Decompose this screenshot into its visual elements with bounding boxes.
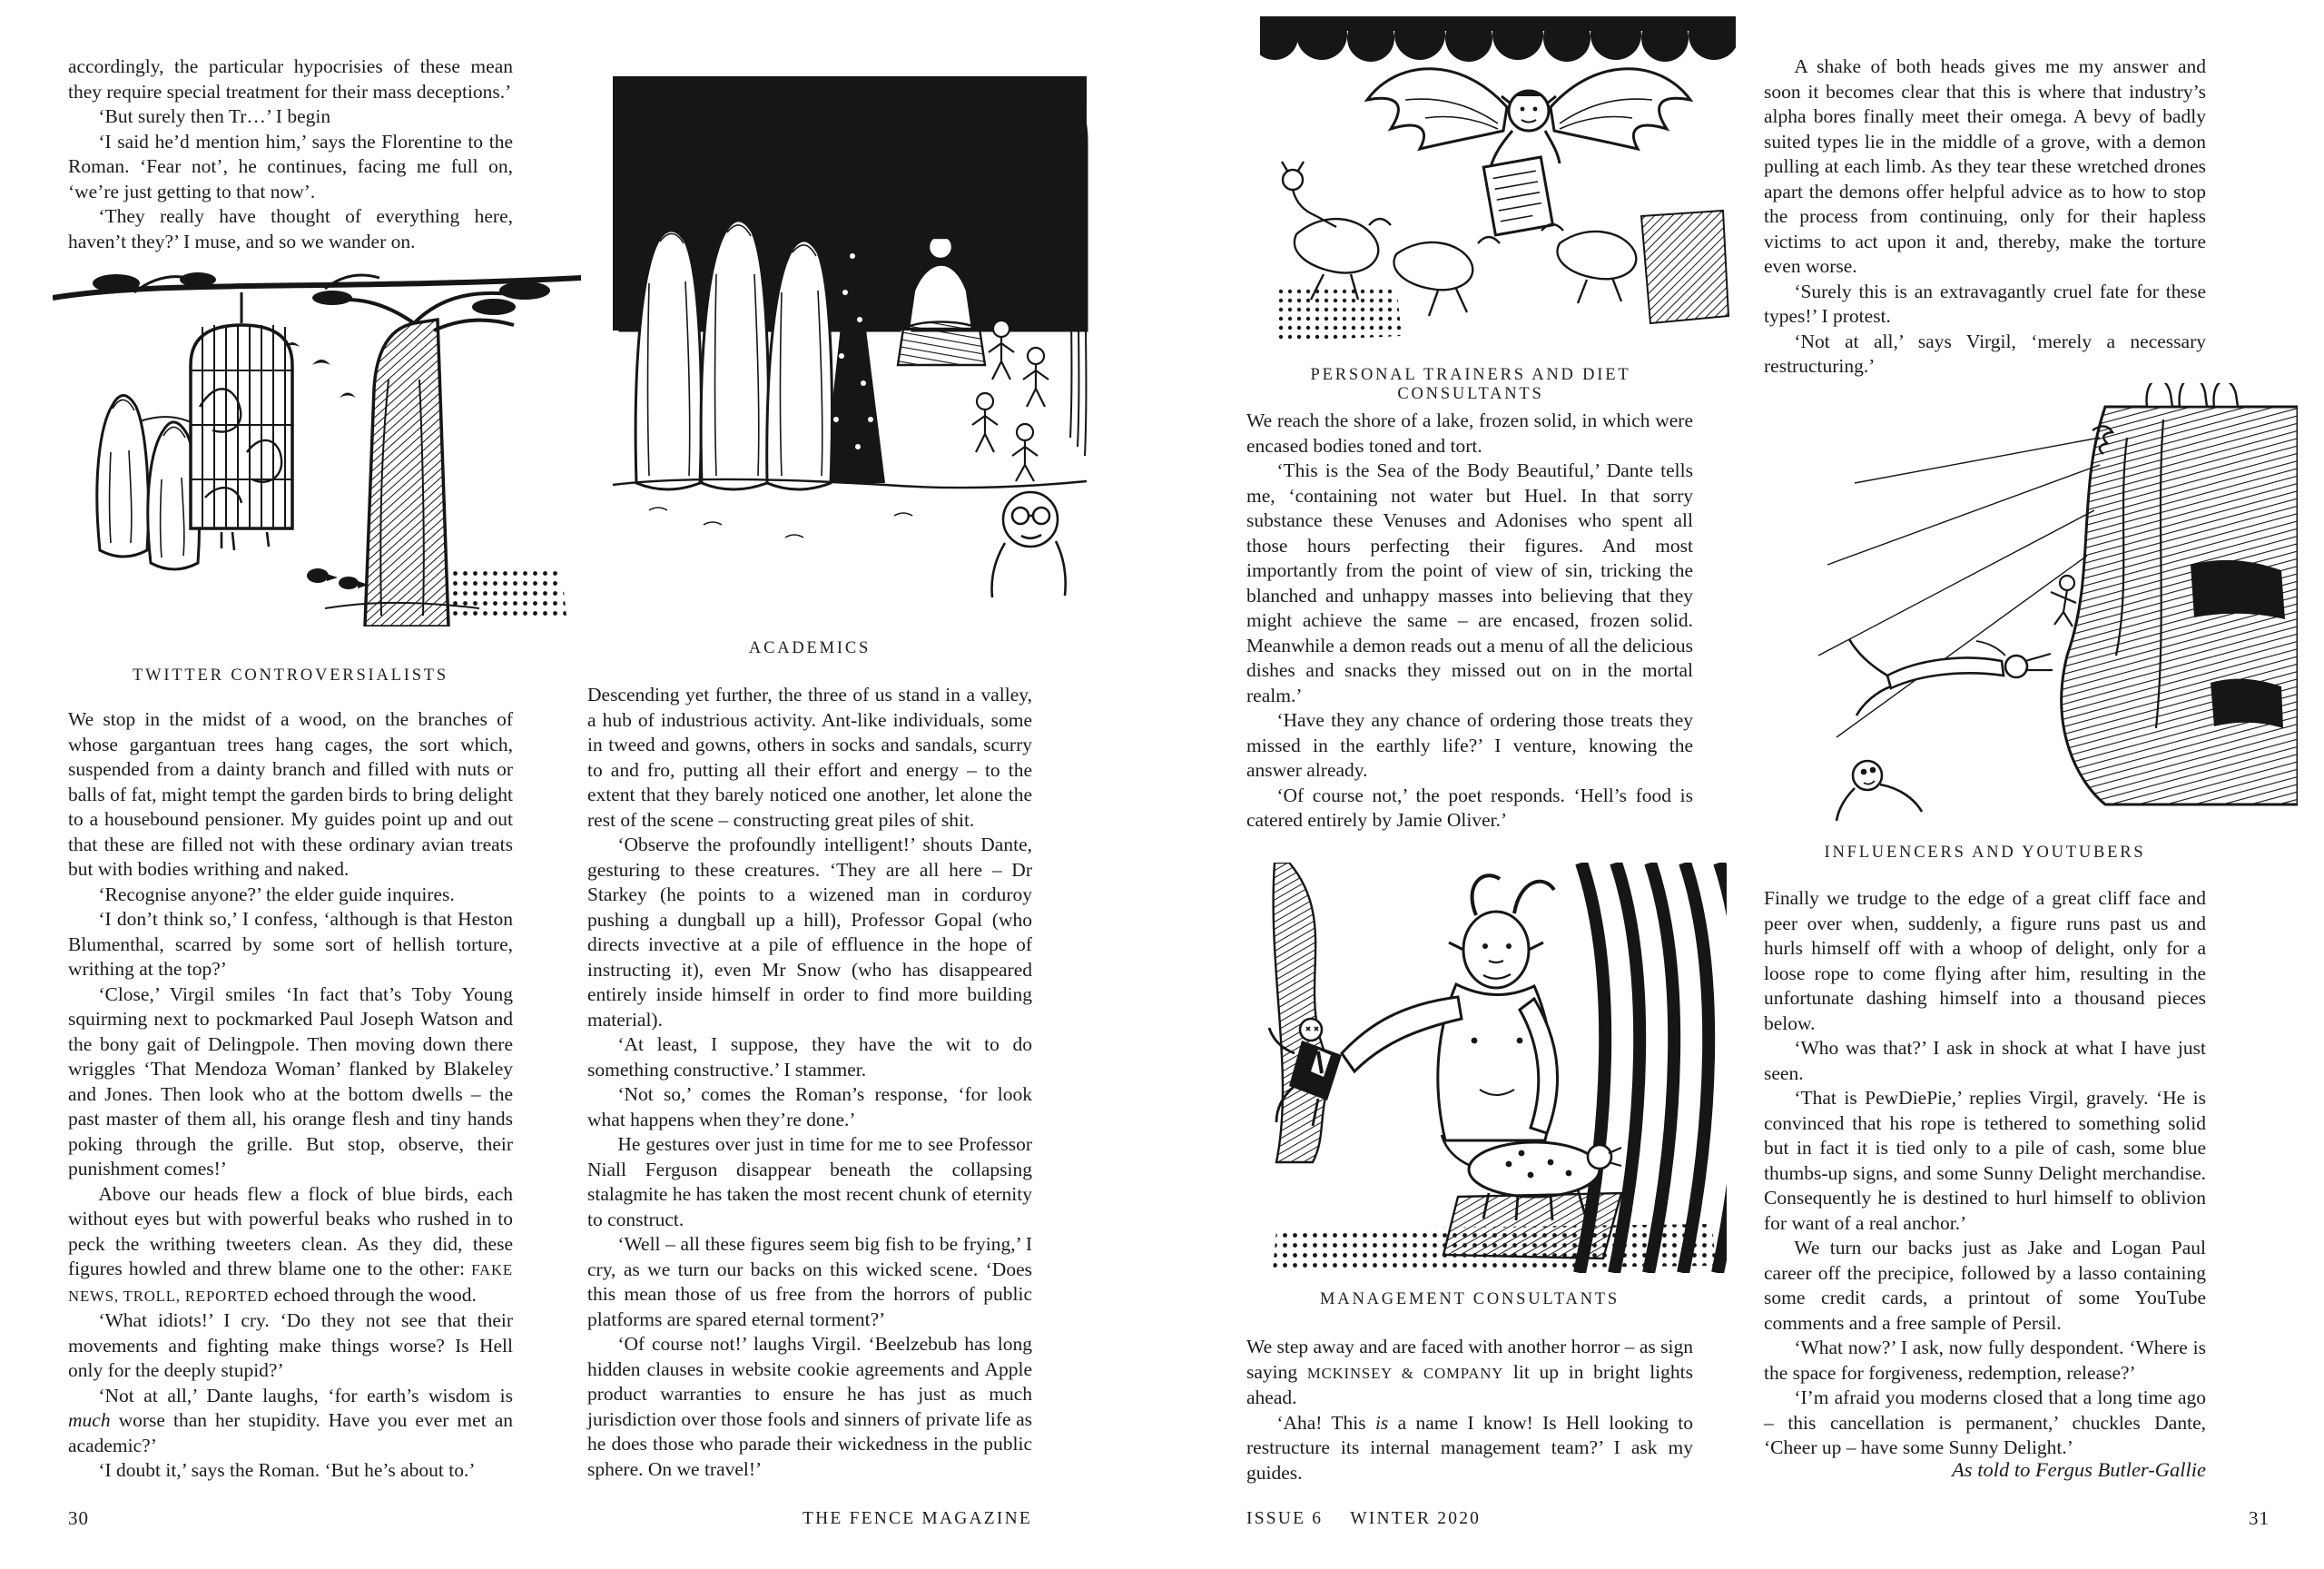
paragraph: ‘I’m afraid you moderns closed that a long time ago – this cancellation is permanent,’ chuckles Dante, ‘Cheer up – have some Sunny Delight.’ (1764, 1386, 2206, 1458)
paragraph: ‘Surely this is an extravagantly cruel fate for these types!’ I protest. (1764, 280, 2206, 327)
section-caption-influencers: INFLUENCERS AND YOUTUBERS (1824, 844, 2146, 862)
column-1-top-text (68, 54, 513, 254)
paragraph: accordingly, the particular hypocrisies of these mean they require special treatment for their mass deceptions.’ (68, 55, 513, 103)
paragraph: ‘What now?’ I ask, now fully despondent. ‘Where is the space for forgiveness, redemption, release?’ (1764, 1337, 2206, 1384)
paragraph: ‘Recognise anyone?’ the elder guide inquires. (98, 883, 455, 905)
paragraph: He gestures over just in time for me to see Professor Niall Ferguson disappear beneath the collapsing stalagmite he has taken the most recent chunk of eternity to construct. (587, 1133, 1032, 1230)
paragraph: ‘I said he’d mention him,’ says the Florentine to the Roman. ‘Fear not’, he continues, facing me full on, ‘we’re just getting to that now’. (68, 130, 513, 202)
right-page-number: 31 (2249, 1507, 2270, 1529)
issue-footer (1246, 1509, 1481, 1529)
section-caption-academics: ACADEMICS (748, 639, 872, 657)
column-1-bottom-text (68, 707, 513, 1484)
paragraph: ‘But surely then Tr…’ I begin (98, 105, 331, 127)
column-3-bottom-text (1246, 1335, 1693, 1485)
paragraph: ‘Of course not,’ the poet responds. ‘Hell’s food is catered entirely by Jamie Oliver.’ (1246, 784, 1693, 831)
paragraph: ‘Aha! This is a name I know! Is Hell looking to restructure its internal management team?’ I ask my guides. (1246, 1411, 1693, 1484)
paragraph: A shake of both heads gives me my answer and soon it becomes clear that this is where that industry’s alpha bores finally meet their omega. A bevy of badly suited types lie in the middle of a grove, with a demon pulling at each limb. As they tear these wretched drones apart the demons offer helpful advice as to how to stop the process from continuing, only for their hapless victims to act upon it and, thereby, make the torture even worse. (1764, 55, 2206, 277)
paragraph: ‘Who was that?’ I ask in shock at what I have just seen. (1764, 1037, 2206, 1084)
academics-illustration (595, 56, 1105, 627)
paragraph: We turn our backs just as Jake and Logan Paul career off the precipice, followed by a lasso containing some credit cards, a printout of some YouTube comments and a free sample of Persil. (1764, 1237, 2206, 1334)
small-caps-phrase: MCKINSEY & COMPANY (1306, 1364, 1504, 1382)
paragraph: ‘Close,’ Virgil smiles ‘In fact that’s Toby Young squirming next to pockmarked Paul Joseph Watson and the bony gait of Delingpole. Then moving down there wriggles ‘That Mendoza Woman’ flanked by Blakeley and Jones. Then look who at the bottom dwells – the past master of them all, his orange flesh and tiny hands poking through the grille. But stop, observe, their punishment comes!’ (68, 982, 513, 1179)
paragraph: ‘That is PewDiePie,’ replies Virgil, gravely. ‘He is convinced that his rope is tethered to something solid but in fact it is tied only to a pile of cash, some blue thumbs-up signs, and some Sunny Delight merchandise. Consequently he is destined to hurl himself to oblivion for want of a real anchor.’ (1764, 1087, 2206, 1234)
column-3-top-text (1246, 409, 1693, 834)
paragraph: ‘This is the Sea of the Body Beautiful,’ Dante tells me, ‘containing not water but Huel. In that sorry substance these Venuses and Adonises who spent all those hours perfecting their figures. And most importantly from the point of view of sin, tricking the blanched and unhappy masses into believing that they might achieve the same – are encased, frozen solid. Meanwhile a demon reads out a menu of all the delicious dishes and snacks they missed out on in the mortal realm.’ (1246, 459, 1693, 706)
paragraph: We stop in the midst of a wood, on the branches of whose gargantuan trees hang cages, the sort which, suspended from a dainty branch and filled with nuts or balls of fat, might tempt the garden birds to bring delight to a housebound pensioner. My guides point up and out that these are filled not with these ordinary avian treats but with bodies writhing and naked. (68, 708, 513, 880)
paragraph: ‘Observe the profoundly intelligent!’ shouts Dante, gesturing to these creatures. ‘They are all here – Dr Starkey (he points to a wizened man in corduroy pushing a dungball up a hill), Professor Gopal (who directs invective at a pile of effluence in the hope of instructing it), even Mr Snow (who has disappeared entirely inside himself in order to find more building material). (587, 834, 1032, 1031)
paragraph: ‘At least, I suppose, they have the wit to do something constructive.’ I stammer. (587, 1033, 1032, 1081)
byline: As told to Fergus Butler-Gallie (1952, 1458, 2206, 1481)
paragraph: ‘I don’t think so,’ I confess, ‘although is that Heston Blumenthal, scarred by some sort of hellish torture, writhing at the top?’ (68, 908, 513, 980)
paragraph: ‘Well – all these figures seem big fish to be frying,’ I cry, as we turn our backs on this wicked scene. ‘Does this mean those of us free from the horrors of public platforms are spared eternal torment?’ (587, 1233, 1032, 1330)
small-caps-phrase: FAKE NEWS, TROLL, REPORTED (68, 1261, 513, 1305)
column-4-top-text (1764, 54, 2206, 380)
left-page-number: 30 (68, 1507, 89, 1529)
column-4-bottom-text (1764, 886, 2206, 1461)
personal-trainers-illustration (1260, 16, 1736, 352)
issue-label: ISSUE 6 (1246, 1509, 1324, 1528)
paragraph: We reach the shore of a lake, frozen solid, in which were encased bodies toned and tort. (1246, 410, 1693, 457)
section-caption-twitter: TWITTER CONTROVERSIALISTS (133, 666, 448, 685)
paragraph: ‘What idiots!’ I cry. ‘Do they not see that their movements and fighting make things worse? Is Hell only for the deeply stupid?’ (68, 1309, 513, 1381)
paragraph: We step away and are faced with another horror – as sign saying MCKINSEY & COMPANY lit up in bright lights ahead. (1246, 1336, 1693, 1408)
paragraph: ‘Not so,’ comes the Roman’s response, ‘for look what happens when they’re done.’ (587, 1083, 1032, 1130)
influencers-illustration (1800, 383, 2298, 828)
italic-word: much (68, 1409, 111, 1431)
paragraph: Above our heads flew a flock of blue birds, each without eyes but with powerful beaks who rushed in to peck the writhing tweeters clean. As they did, these figures howled and threw blame one to the other: FAKE NEWS, TROLL, REPORTED echoed through the wood. (68, 1182, 513, 1306)
paragraph: ‘I doubt it,’ says the Roman. ‘But he’s about to.’ (98, 1459, 476, 1481)
pecking-birds (307, 568, 369, 589)
paragraph: ‘Not at all,’ Dante laughs, ‘for earth’s wisdom is much worse than her stupidity. Have you ever met an academic?’ (68, 1384, 513, 1456)
twitter-controversialists-illustration (53, 271, 583, 627)
season-label: WINTER 2020 (1350, 1509, 1482, 1528)
management-consultants-illustration (1262, 863, 1727, 1273)
paragraph: ‘Of course not!’ laughs Virgil. ‘Beelzebub has long hidden clauses in website cookie agreements and Apple product warranties to ensure he has just as much jurisdiction over those fools and sinners of private life as he does those who parade their wickedness in the public sphere. On we travel!’ (587, 1333, 1032, 1480)
paragraph: ‘They really have thought of everything here, haven’t they?’ I muse, and so we wander on. (68, 205, 513, 252)
column-2-text (587, 683, 1032, 1482)
paragraph: Finally we trudge to the edge of a great cliff face and peer over when, suddenly, a figure runs past us and hurls himself off with a whoop of delight, only for a loose rope to come flying after him, resulting in the unfortunate dashing himself into a thousand pieces below. (1764, 887, 2206, 1034)
paragraph: ‘Have they any chance of ordering those treats they missed in the earthly life?’ I venture, knowing the answer already. (1246, 709, 1693, 781)
italic-word: is (1374, 1411, 1389, 1434)
section-caption-management: MANAGEMENT CONSULTANTS (1320, 1290, 1620, 1308)
paragraph: ‘Not at all,’ says Virgil, ‘merely a necessary restructuring.’ (1764, 330, 2206, 377)
section-caption-trainers: PERSONAL TRAINERS AND DIET CONSULTANTS (1310, 366, 1631, 403)
paragraph: Descending yet further, the three of us stand in a valley, a hub of industrious activity. Ant-like individuals, some in tweed and gowns, others in socks and sandals, scurry to and fro, putting all their effort and energy – to the extent that they barely noticed one another, let alone the rest of the scene – constructing great piles of shit. (587, 684, 1032, 831)
magazine-footer-title: THE FENCE MAGAZINE (803, 1509, 1032, 1528)
